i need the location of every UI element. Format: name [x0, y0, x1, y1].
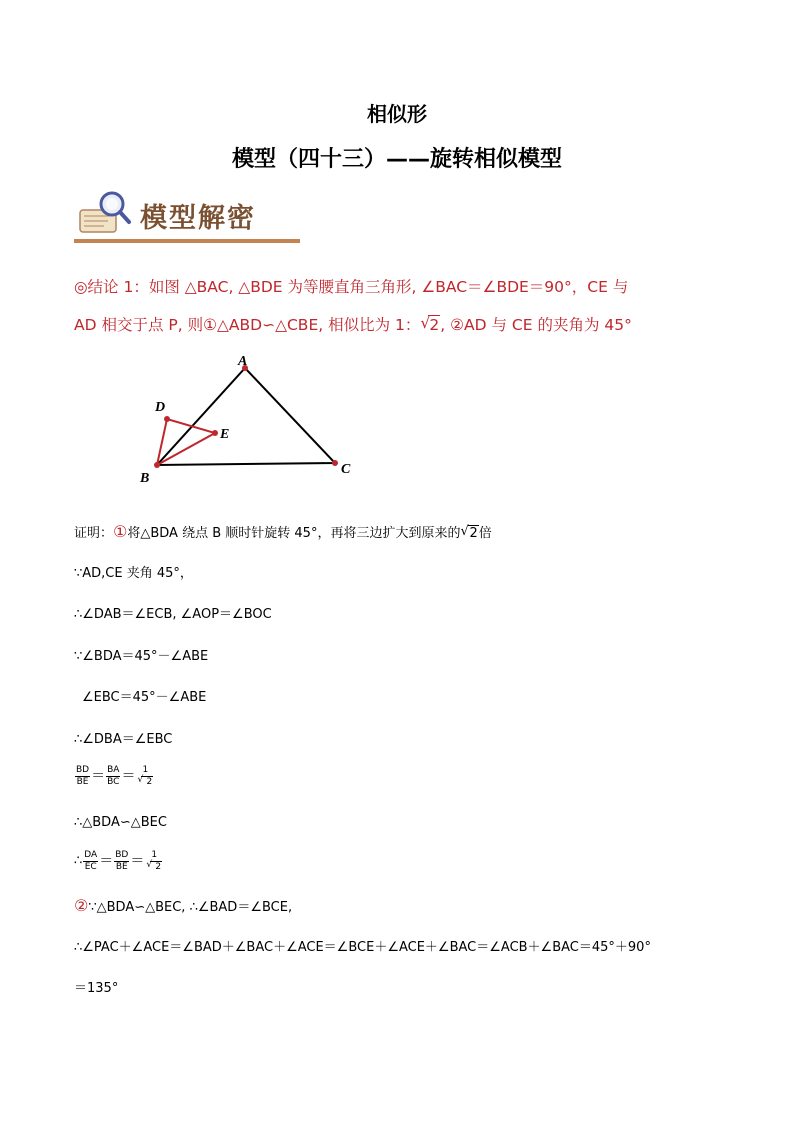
proof-intro — [74, 522, 492, 544]
fraction-numerator: DA — [84, 850, 98, 860]
therefore-symbol: ∴ — [74, 853, 83, 869]
fraction-numerator: BD — [76, 765, 90, 775]
geometry-figure — [130, 355, 370, 490]
banner-underline — [74, 239, 300, 243]
sqrt-value: 2 — [429, 316, 440, 334]
conclusion-block — [74, 268, 734, 344]
fraction-denominator: EC — [84, 862, 97, 872]
fraction-numerator: BD — [115, 850, 129, 860]
fraction-denominator — [136, 777, 154, 788]
fraction-denominator: BE — [76, 777, 89, 787]
label-a: A — [238, 355, 248, 369]
proof-line-5: ∴∠DBA＝∠EBC — [74, 732, 173, 747]
fraction-denominator: BE — [115, 862, 128, 872]
equals-sign: ＝ — [121, 768, 136, 785]
circled-number-2: ② — [74, 896, 89, 915]
sqrt-value: 2 — [155, 862, 162, 872]
circled-number-1: ① — [113, 522, 128, 541]
page-subtitle: 模型（四十三）——旋转相似模型 — [231, 147, 562, 172]
conclusion-line-2-a: AD 相交于点 P, 则①△ABD∽△CBE, 相似比为 1： — [74, 316, 421, 334]
proof-fraction-1 — [74, 765, 155, 788]
fraction-denominator — [145, 862, 163, 873]
proof-fraction-2 — [74, 850, 164, 873]
proof-line-8: ∴∠PAC＋∠ACE＝∠BAD＋∠BAC＋∠ACE＝∠BCE＋∠ACE＋∠BAC＝∠ACB＋∠BAC＝45°＋90° — [74, 940, 651, 955]
fraction — [145, 850, 163, 873]
proof-line-4: ∠EBC＝45°－∠ABE — [82, 690, 207, 705]
fraction-numerator: 1 — [142, 765, 149, 775]
proof-line-7 — [74, 896, 292, 918]
point-c — [332, 460, 338, 466]
conclusion-line-2 — [74, 306, 734, 344]
fraction — [75, 765, 90, 788]
section-banner — [74, 188, 300, 244]
sqrt-expression: √ 2 — [146, 860, 162, 872]
label-e: E — [220, 427, 230, 442]
proof-line-7-text: ∵△BDA∽△BEC, ∴∠BAD＝∠BCE, — [88, 900, 293, 915]
point-d — [164, 416, 170, 422]
page-title: 相似形 — [367, 102, 427, 126]
triangle-bde — [157, 419, 215, 465]
equals-sign: ＝ — [130, 853, 145, 870]
label-c: C — [341, 462, 351, 477]
magnifier-book-icon — [74, 188, 136, 240]
proof-line-1: ∵AD,CE 夹角 45°， — [74, 566, 193, 581]
fraction-denominator: BC — [107, 777, 120, 787]
fraction — [136, 765, 154, 788]
proof-intro-suffix: 倍 — [478, 526, 492, 541]
proof-line-3: ∵∠BDA＝45°－∠ABE — [74, 649, 209, 664]
fraction-numerator: BA — [107, 765, 120, 775]
sqrt-value: 2 — [469, 526, 478, 541]
fraction — [106, 765, 120, 788]
sqrt-expression: √ 2 — [420, 314, 440, 334]
point-e — [212, 430, 218, 436]
label-d: D — [155, 400, 166, 415]
equals-sign: ＝ — [91, 768, 106, 785]
equals-sign: ＝ — [99, 853, 114, 870]
proof-label: 证明： — [74, 526, 114, 541]
proof-line-2: ∴∠DAB＝∠ECB, ∠AOP＝∠BOC — [74, 607, 272, 622]
fraction — [83, 850, 98, 873]
sqrt-value: 2 — [146, 777, 153, 787]
proof-line-9: ＝135° — [74, 981, 119, 996]
fraction-numerator: 1 — [151, 850, 158, 860]
proof-intro-text: 将△BDA 绕点 B 顺时针旋转 45°，再将三边扩大到原来的 — [127, 526, 461, 541]
sqrt-expression: √ 2 — [460, 524, 478, 541]
banner-label: 模型解密 — [140, 203, 256, 234]
conclusion-line-1: ◎结论 1：如图 △BAC, △BDE 为等腰直角三角形, ∠BAC＝∠BDE＝90°，CE 与 — [74, 278, 629, 296]
sqrt-expression: √ 2 — [137, 775, 153, 787]
label-b: B — [140, 471, 150, 486]
point-b — [154, 462, 160, 468]
proof-line-6: ∴△BDA∽△BEC — [74, 815, 167, 830]
conclusion-line-2-b: , ②AD 与 CE 的夹角为 45° — [440, 316, 632, 334]
fraction — [114, 850, 129, 873]
